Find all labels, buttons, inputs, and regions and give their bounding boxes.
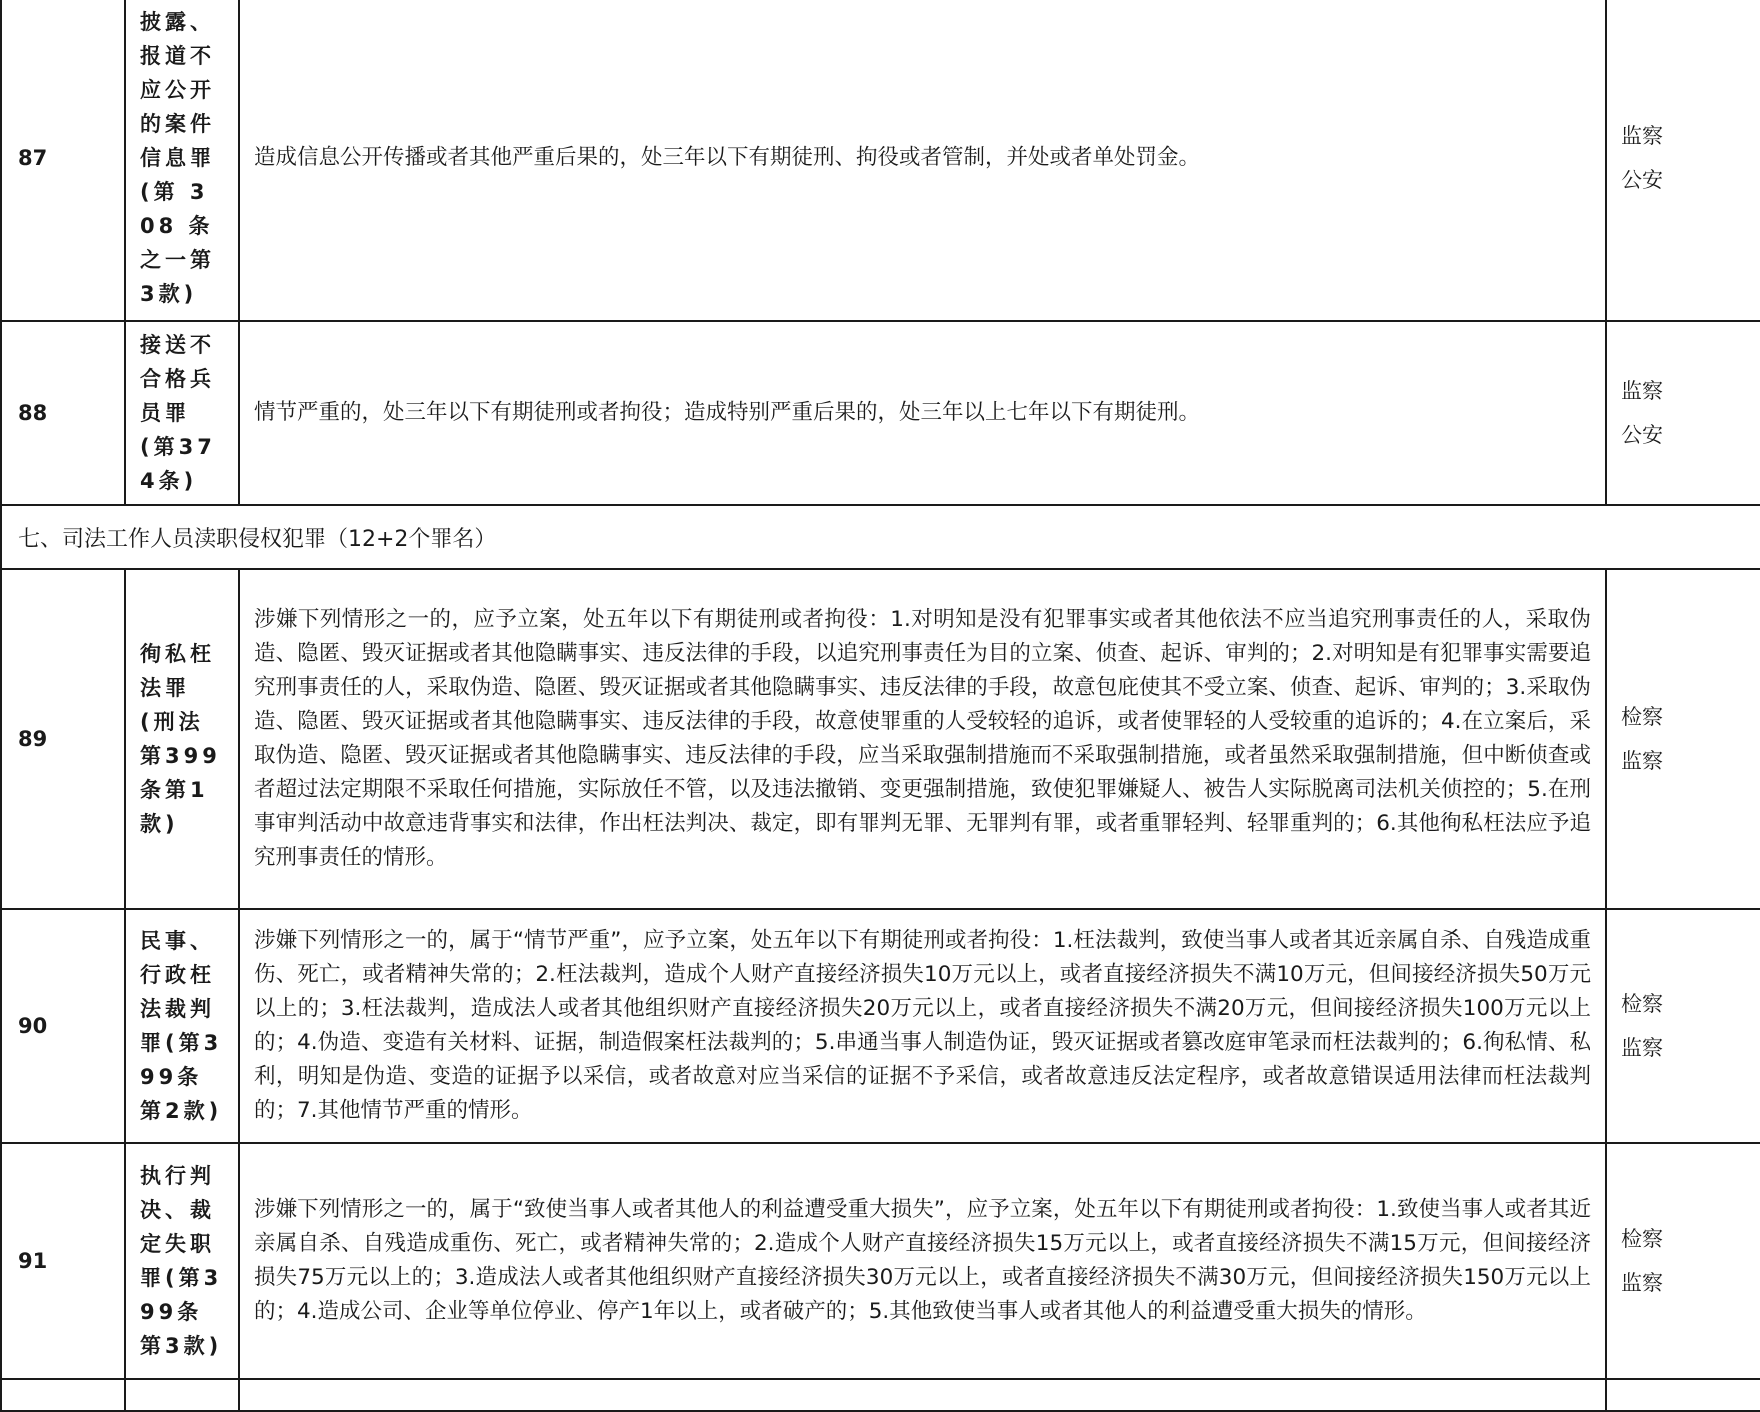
crime-description: 造成信息公开传播或者其他严重后果的，处三年以下有期徒刑、拘役或者管制，并处或者单处罚金。 <box>239 0 1606 321</box>
crime-name: 执行判决、裁定失职罪(第399条第3款) <box>125 1143 239 1379</box>
crime-name: 徇私枉法罪(刑法第399条第1款) <box>125 569 239 909</box>
table-row <box>1 1143 1760 1379</box>
row-number <box>1 1379 125 1411</box>
section-title: 七、司法工作人员渎职侵权犯罪（12+2个罪名） <box>1 505 1760 569</box>
table-row <box>1 909 1760 1143</box>
row-number: 87 <box>1 0 125 321</box>
authority-cell <box>1606 1379 1760 1411</box>
authority-cell <box>1606 569 1760 909</box>
authority-label: 公安 <box>1621 423 1663 447</box>
table-row <box>1 0 1760 321</box>
authority-cell <box>1606 909 1760 1143</box>
crime-description: 涉嫌下列情形之一的，属于“情节严重”，应予立案，处五年以下有期徒刑或者拘役：1.枉法裁判，致使当事人或者其近亲属自杀、自残造成重伤、死亡，或者精神失常的；2.枉法裁判，造成个人财产直接经济损失10万元以上，或者直接经济损失不满10万元，但间接经济损失50万元以上的；3.枉法裁判，造成法人或者其他组织财产直接经济损失20万元以上，或者直接经济损失不满20万元，但间接经济损失100万元以上的；4.伪造、变造有关材料、证据，制造假案枉法裁判的；5.串通当事人制造伪证，毁灭证据或者篡改庭审笔录而枉法裁判的；6.徇私情、私利，明知是伪造、变造的证据予以采信，或者故意对应当采信的证据不予采信，或者故意违反法定程序，或者故意错误适用法律而枉法裁判的；7.其他情节严重的情形。 <box>239 909 1606 1143</box>
authority-label: 检察 <box>1621 1227 1663 1251</box>
crime-description: 涉嫌下列情形之一的，属于“致使当事人或者其他人的利益遭受重大损失”，应予立案，处五年以下有期徒刑或者拘役：1.致使当事人或者其近亲属自杀、自残造成重伤、死亡，或者精神失常的；2.造成个人财产直接经济损失15万元以上，或者直接经济损失不满15万元，但间接经济损失75万元以上的；3.造成法人或者其他组织财产直接经济损失30万元以上，或者直接经济损失不满30万元，但间接经济损失150万元以上的；4.造成公司、企业等单位停业、停产1年以上，或者破产的；5.其他致使当事人或者其他人的利益遭受重大损失的情形。 <box>239 1143 1606 1379</box>
crime-name: 接送不合格兵员罪(第374条) <box>125 321 239 505</box>
crime-name <box>125 1379 239 1411</box>
crime-name: 民事、行政枉法裁判罪(第399条第2款) <box>125 909 239 1143</box>
authority-label: 公安 <box>1621 168 1663 192</box>
row-number: 88 <box>1 321 125 505</box>
crime-description: 涉嫌下列情形之一的，应予立案，处五年以下有期徒刑或者拘役：1.对明知是没有犯罪事实或者其他依法不应当追究刑事责任的人，采取伪造、隐匿、毁灭证据或者其他隐瞒事实、违反法律的手段，以追究刑事责任为目的立案、侦查、起诉、审判的；2.对明知是有犯罪事实需要追究刑事责任的人，采取伪造、隐匿、毁灭证据或者其他隐瞒事实、违反法律的手段，故意包庇使其不受立案、侦查、起诉、审判的；3.采取伪造、隐匿、毁灭证据或者其他隐瞒事实、违反法律的手段，故意使罪重的人受较轻的追诉，或者使罪轻的人受较重的追诉的；4.在立案后，采取伪造、隐匿、毁灭证据或者其他隐瞒事实、违反法律的手段，应当采取强制措施而不采取强制措施，或者虽然采取强制措施，但中断侦查或者超过法定期限不采取任何措施，实际放任不管，以及违法撤销、变更强制措施，致使犯罪嫌疑人、被告人实际脱离司法机关侦控的；5.在刑事审判活动中故意违背事实和法律，作出枉法判决、裁定，即有罪判无罪、无罪判有罪，或者重罪轻判、轻罪重判的；6.其他徇私枉法应予追究刑事责任的情形。 <box>239 569 1606 909</box>
table-row <box>1 569 1760 909</box>
authority-label: 监察 <box>1621 1271 1663 1295</box>
section-row <box>1 505 1760 569</box>
table-row <box>1 321 1760 505</box>
row-number: 89 <box>1 569 125 909</box>
authority-label: 监察 <box>1621 1036 1663 1060</box>
authority-cell <box>1606 1143 1760 1379</box>
crime-description: 情节严重的，处三年以下有期徒刑或者拘役；造成特别严重后果的，处三年以上七年以下有期徒刑。 <box>239 321 1606 505</box>
crime-description <box>239 1379 1606 1411</box>
table-row <box>1 1379 1760 1411</box>
row-number: 90 <box>1 909 125 1143</box>
authority-label: 检察 <box>1621 992 1663 1016</box>
authority-cell <box>1606 0 1760 321</box>
authority-label: 检察 <box>1621 705 1663 729</box>
authority-label: 监察 <box>1621 749 1663 773</box>
row-number: 91 <box>1 1143 125 1379</box>
authority-label: 监察 <box>1621 124 1663 148</box>
authority-label: 监察 <box>1621 379 1663 403</box>
authority-cell <box>1606 321 1760 505</box>
crime-name: 披露、报道不应公开的案件信息罪(第 308 条之一第3款) <box>125 0 239 321</box>
